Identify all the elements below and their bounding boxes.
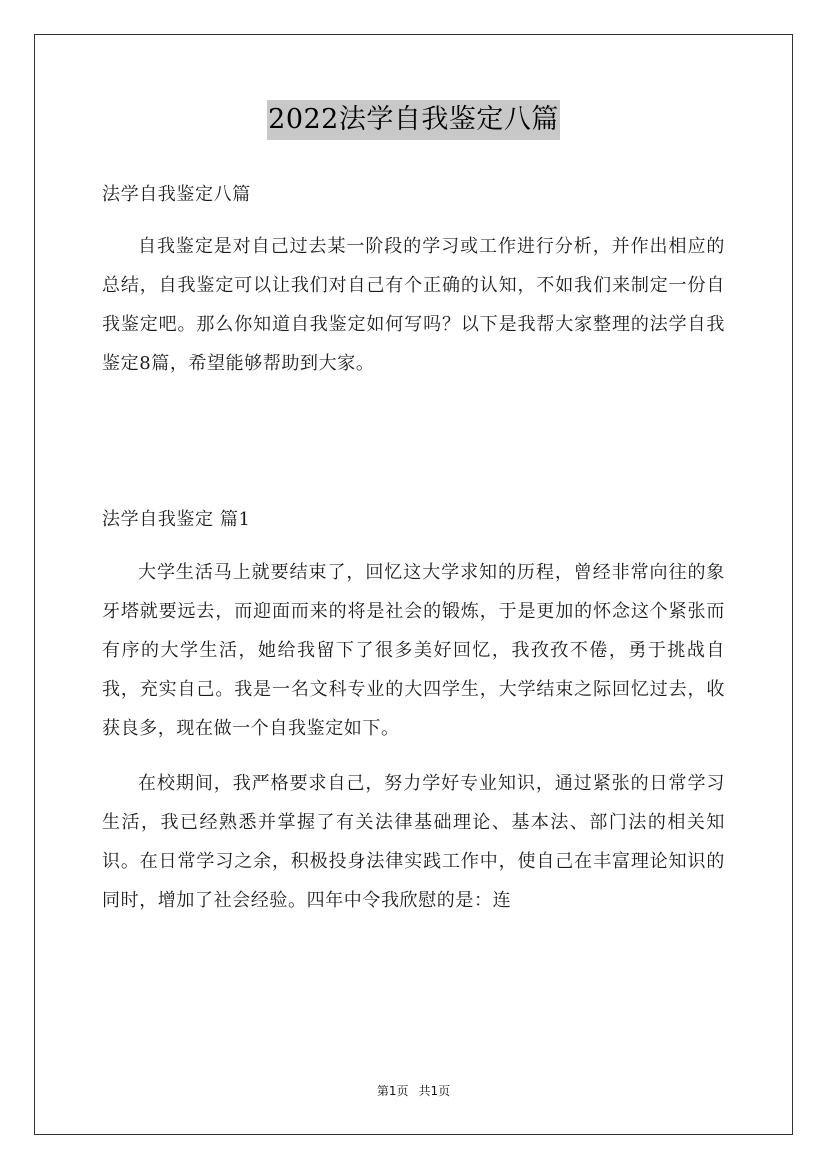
section-heading: 法学自我鉴定 篇1 [102,509,251,530]
document-title: 2022法学自我鉴定八篇 [267,100,560,140]
section-body [102,553,725,920]
page-number: 第1页 [376,1084,409,1098]
intro-paragraph: 自我鉴定是对自己过去某一阶段的学习或工作进行分析，并作出相应的总结，自我鉴定可以让我们对自己有个正确的认知，不如我们来制定一份自我鉴定吧。那么你知道自我鉴定如何写吗？以下是我帮大家整理的法学自我鉴定8篇，希望能够帮助到大家。 [102,236,725,374]
title-container [0,100,827,140]
intro-block [102,227,725,383]
page-total: 共1页 [418,1084,451,1098]
section-paragraph-2: 在校期间，我严格要求自己，努力学好专业知识，通过紧张的日常学习生活，我已经熟悉并掌握了有关法律基础理论、基本法、部门法的相关知识。在日常学习之余，积极投身法律实践工作中，使自己在丰富理论知识的同时，增加了社会经验。四年中令我欣慰的是：连 [102,773,725,911]
document-subtitle: 法学自我鉴定八篇 [102,184,251,205]
page-footer [0,1082,827,1100]
section-paragraph-1: 大学生活马上就要结束了，回忆这大学求知的历程，曾经非常向往的象牙塔就要远去，而迎面而来的将是社会的锻炼，于是更加的怀念这个紧张而有序的大学生活，她给我留下了很多美好回忆，我孜孜不倦，勇于挑战自我，充实自己。我是一名文科专业的大四学生，大学结束之际回忆过去，收获良多，现在做一个自我鉴定如下。 [102,562,725,739]
